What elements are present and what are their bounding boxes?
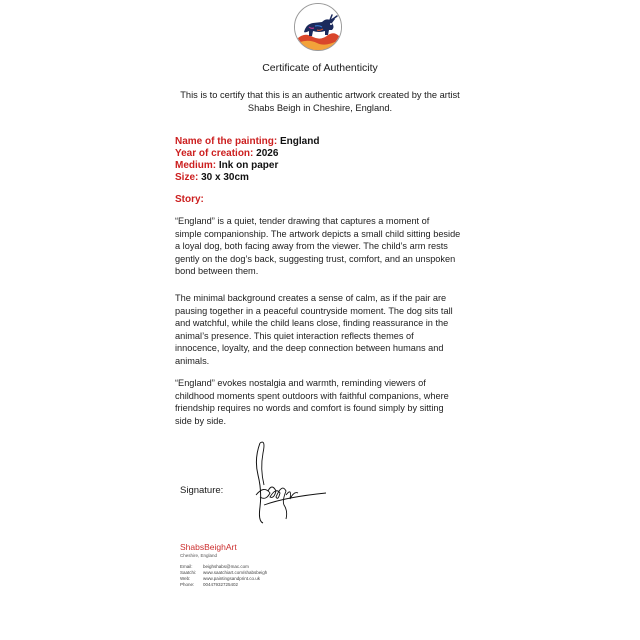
bull-painting-logo-icon [294, 3, 342, 51]
story-line: gently on the dog’s back, suggesting trust, comfort, and an unspoken [175, 253, 456, 264]
year-value: 2026 [256, 148, 279, 159]
brand-name: ShabsBeighArt [180, 542, 237, 552]
handwritten-signature [236, 435, 336, 527]
contact-label: Saatchi: [180, 570, 197, 575]
contact-value[interactable]: www.paintingsandprint.co.uk [203, 576, 261, 581]
contact-list [180, 564, 267, 588]
contact-phone [180, 582, 267, 588]
size-label: Size: [175, 172, 199, 183]
medium-value: Ink on paper [218, 160, 279, 171]
story-line: “England” is a quiet, tender drawing that captures a moment of [175, 216, 430, 226]
painting-name-label: Name of the painting: [175, 136, 278, 147]
signature-label: Signature: [180, 485, 224, 496]
medium-row [175, 160, 319, 172]
story-heading: Story: [175, 194, 204, 205]
story-line: a loyal dog, both facing away from the viewer. The child’s arm rests [175, 241, 448, 252]
year-row [175, 148, 319, 160]
contact-value[interactable]: 00447932725402 [203, 582, 239, 587]
story-line: childhood moments spent outdoors with faithful companions, where [175, 390, 449, 401]
artwork-details [175, 136, 319, 184]
medium-label: Medium: [175, 160, 217, 171]
story-line: animal’s presence. This quiet interaction reflects themes of [175, 330, 414, 341]
painting-name-row [175, 136, 319, 148]
contact-label: Email: [180, 564, 193, 569]
brand-location: Cheshire, England [180, 553, 218, 558]
size-row [175, 172, 319, 184]
size-value: 30 x 30cm [201, 172, 249, 183]
contact-value[interactable]: beighshabs@mac.com [203, 564, 249, 569]
story-line: innocence, loyalty, and the deep connection between humans and [175, 343, 444, 354]
story-line: simple companionship. The artwork depicts a small child sitting beside [175, 228, 461, 239]
story-line: pausing together in a peaceful countryside moment. The dog sits tall [175, 305, 453, 316]
story-paragraph [175, 377, 475, 427]
certificate-title: Certificate of Authenticity [262, 62, 378, 74]
contact-label: Web: [180, 576, 191, 581]
story-line: side by side. [175, 415, 227, 426]
story-line: friendship requires no words and comfort is found simply by sitting [175, 403, 444, 414]
story-line: The minimal background creates a sense of calm, as if the pair are [175, 293, 447, 303]
year-label: Year of creation: [175, 148, 254, 159]
contact-value[interactable]: www.saatchiart.com/shabsbeigh [203, 570, 268, 575]
story-paragraph [175, 215, 475, 278]
story-line: and watchful, while the child leans close, finding reassurance in the [175, 318, 449, 329]
contact-label: Phone: [180, 582, 195, 587]
story-line: bond between them. [175, 266, 259, 277]
story-line: “England” evokes nostalgia and warmth, reminding viewers of [175, 378, 426, 388]
painting-name-value: England [280, 136, 320, 147]
artist-footer [180, 542, 267, 588]
intro-line: This is to certify that this is an authentic artwork created by the artist [180, 90, 460, 100]
story-line: animals. [175, 355, 210, 366]
intro-statement [0, 89, 640, 115]
story-paragraph [175, 292, 475, 368]
intro-line: Shabs Beigh in Cheshire, England. [247, 103, 393, 113]
